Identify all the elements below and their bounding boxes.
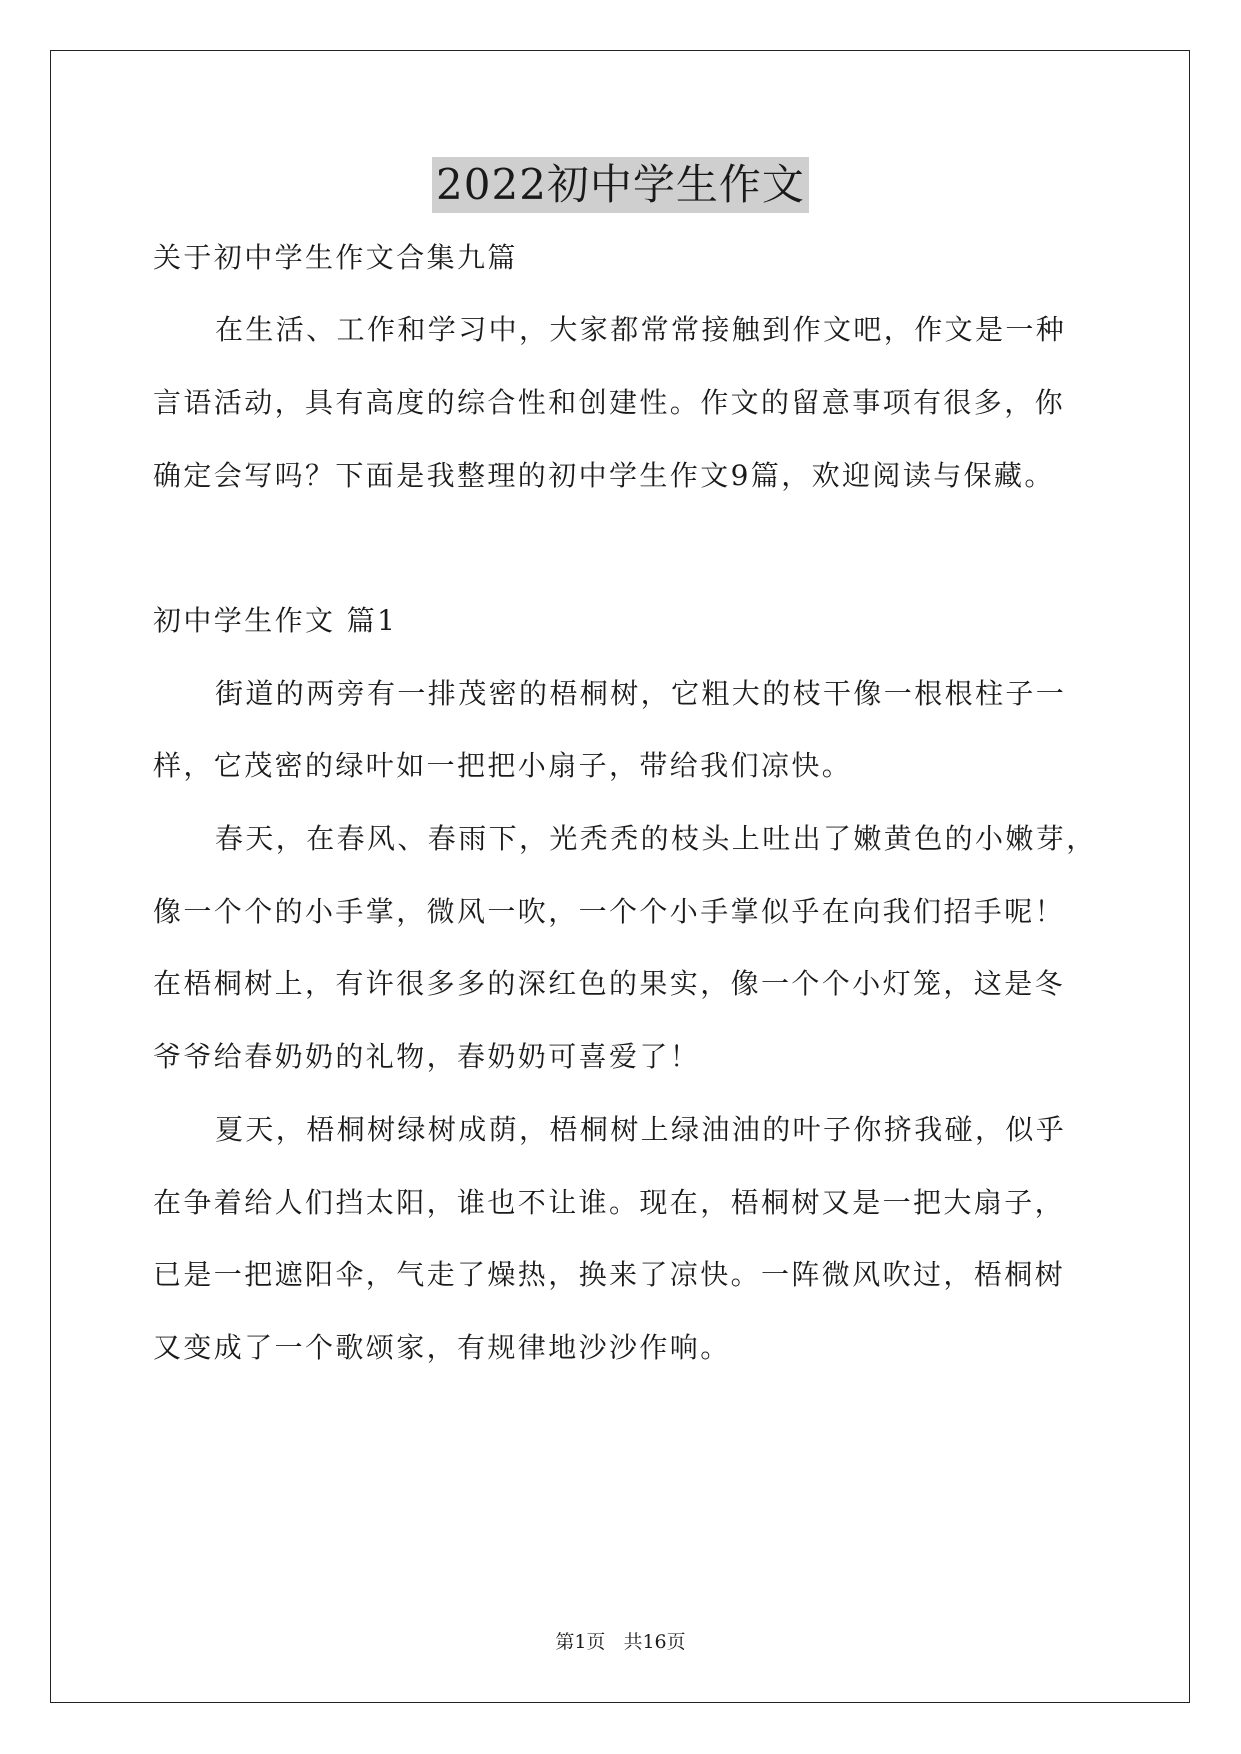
page-footer [0, 1629, 1241, 1655]
document-title: 2022初中学生作文 [432, 157, 809, 213]
page-number: 第1页 [555, 1631, 606, 1653]
page-total: 共16页 [623, 1631, 686, 1653]
paragraph-line: 在生活、工作和学习中，大家都常常接触到作文吧，作文是一种 [215, 313, 1067, 346]
paragraph-line: 又变成了一个歌颂家，有规律地沙沙作响。 [153, 1331, 731, 1364]
paragraph-line: 在争着给人们挡太阳，谁也不让谁。现在，梧桐树又是一把大扇子， [153, 1186, 1066, 1219]
paragraph-line: 像一个个的小手掌，微风一吹，一个个小手掌似乎在向我们招手呢！ [153, 895, 1066, 928]
paragraph-line: 言语活动，具有高度的综合性和创建性。作文的留意事项有很多，你 [153, 386, 1066, 419]
paragraph-line: 街道的两旁有一排茂密的梧桐树，它粗大的枝干像一根根柱子一 [215, 677, 1067, 710]
paragraph-line: 样，它茂密的绿叶如一把把小扇子，带给我们凉快。 [153, 749, 853, 782]
paragraph-line: 已是一把遮阳伞，气走了燥热，换来了凉快。一阵微风吹过，梧桐树 [153, 1258, 1066, 1291]
paragraph-line: 春天，在春风、春雨下，光秃秃的枝头上吐出了嫩黄色的小嫩芽， [215, 822, 1097, 855]
paragraph-line: 在梧桐树上，有许很多多的深红色的果实，像一个个小灯笼，这是冬 [153, 967, 1066, 1000]
section-heading: 初中学生作文 篇1 [153, 604, 398, 637]
paragraph-line: 确定会写吗？下面是我整理的初中学生作文9篇，欢迎阅读与保藏。 [153, 459, 1055, 492]
paragraph-line: 爷爷给春奶奶的礼物，春奶奶可喜爱了！ [153, 1040, 701, 1073]
paragraph-line: 夏天，梧桐树绿树成荫，梧桐树上绿油油的叶子你挤我碰，似乎 [215, 1113, 1067, 1146]
title-container [0, 157, 1241, 213]
document-subtitle: 关于初中学生作文合集九篇 [153, 241, 518, 274]
page-border [50, 50, 1190, 1703]
